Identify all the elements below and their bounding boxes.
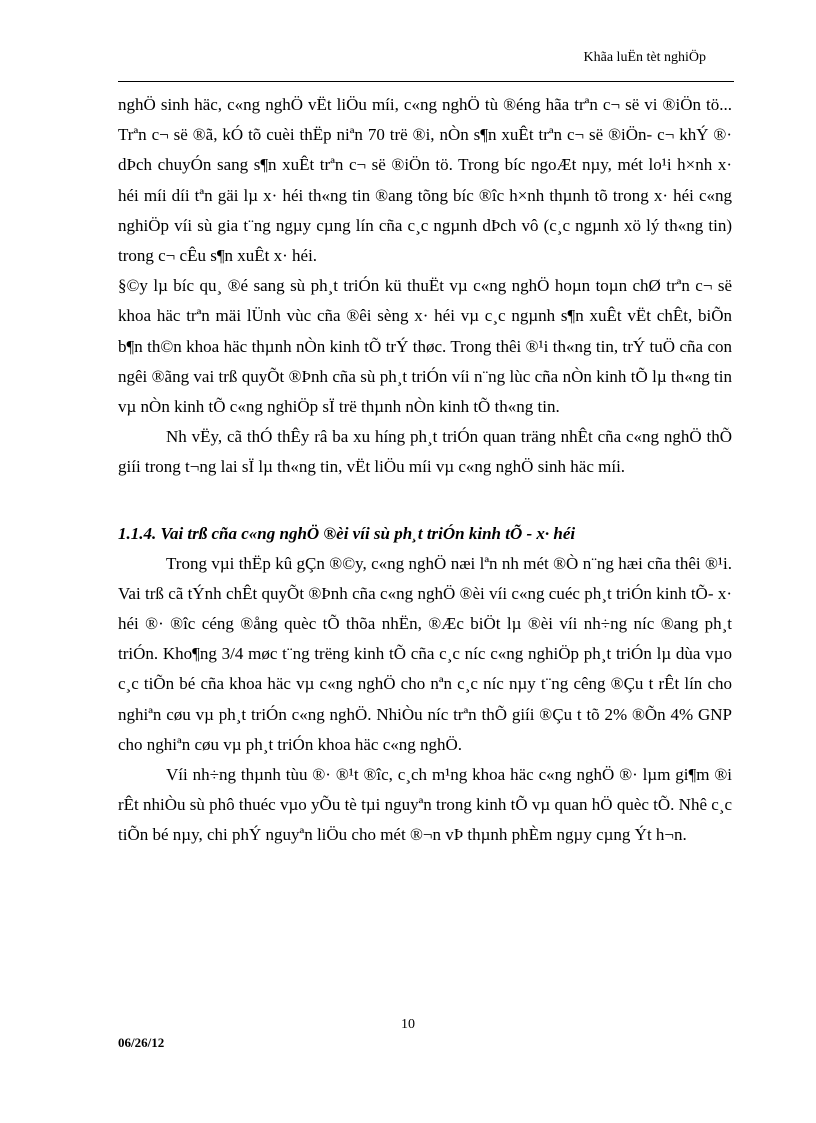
footer-date: 06/26/12 bbox=[118, 1035, 165, 1050]
paragraph-2: §©y lµ bíc qu¸ ®é sang sù ph¸t triÓn kü thuËt vµ c«ng nghÖ hoµn toµn chØ trªn c¬ së khoa häc trªn mäi lÜnh vùc cña ®êi sèng x· héi vµ c¸c ngµnh s¶n xuÊt vËt chÊt, biÕn b¶n th©n khoa häc thµnh nÒn kinh tÕ trÝ thøc. Trong thêi ®¹i th«ng tin, trÝ tuÖ cña con ngêi ®ãng vai trß quyÕt ®Þnh cña sù ph¸t triÓn víi n¨ng lùc cña nÒn kinh tÕ lµ th«ng tin vµ nÒn kinh tÕ c«ng nghiÖp sÏ trë thµnh nÒn kinh tÕ th«ng tin. bbox=[118, 276, 732, 417]
header-rule bbox=[118, 81, 734, 82]
paragraph-1: nghÖ sinh häc, c«ng nghÖ vËt liÖu míi, c«ng nghÖ tù ®éng hãa trªn c¬ së vi ®iÖn tö... Trªn c¬ së ®ã, kÓ tõ cuèi thËp niªn 70 trë ®i, nÒn s¶n xuÊt trªn c¬ së ®iÖn- c¬ khÝ ®· dÞch chuyÓn sang s¶n xuÊt trªn c¬ së ®iÖn tö. Trong bíc ngoÆt nµy, mét lo¹i h×nh x· héi míi díi tªn gäi lµ x· héi th«ng tin ®ang tõng bíc ®îc h×nh thµnh tõ trong x· héi c«ng nghiÖp víi sù gia t¨ng ngµy cµng lín cña c¸c ngµnh dÞch vô (c¸c ngµnh xö lý th«ng tin) trong c¬ cÊu s¶n xuÊt x· héi. bbox=[118, 95, 732, 266]
section-heading: 1.1.4. Vai trß cña c«ng nghÖ ®èi víi sù ph¸t triÓn kinh tÕ - x· héi bbox=[118, 523, 576, 543]
running-header: Khãa luËn tèt nghiÖp bbox=[583, 50, 706, 65]
page-number: 10 bbox=[401, 1017, 415, 1032]
paragraph-3: Nh vËy, cã thÓ thÊy râ ba xu híng ph¸t triÓn quan träng nhÊt cña c«ng nghÖ thÕ giíi trong t¬ng lai sÏ lµ th«ng tin, vËt liÖu míi vµ c«ng nghÖ sinh häc míi. bbox=[118, 427, 732, 477]
paragraph-5: Víi nh÷ng thµnh tùu ®· ®¹t ®îc, c¸ch m¹ng khoa häc c«ng nghÖ ®· lµm gi¶m ®i rÊt nhiÒu sù phô thuéc vµo yÕu tè tµi nguyªn trong kinh tÕ vµ quan hÖ quèc tÕ. Nhê c¸c tiÕn bé nµy, chi phÝ nguyªn liÖu cho mét ®¬n vÞ thµnh phÈm ngµy cµng Ýt h¬n. bbox=[118, 765, 732, 845]
paragraph-4: Trong vµi thËp kû gÇn ®©y, c«ng nghÖ næi lªn nh mét ®Ò n¨ng hæi cña thêi ®¹i. Vai trß cã tÝnh chÊt quyÕt ®Þnh cña c«ng nghÖ ®èi víi c«ng cuéc ph¸t triÓn kinh tÕ- x· héi ®· ®îc céng ®ång quèc tÕ thõa nhËn, ®Æc biÖt lµ ®èi víi nh÷ng níc ®ang ph¸t triÓn. Kho¶ng 3/4 møc t¨ng trëng kinh tÕ cña c¸c níc c«ng nghiÖp ph¸t triÓn lµ dùa vµo c¸c tiÕn bé cña khoa häc vµ c«ng nghÖ cho nªn c¸c níc nµy t¨ng cêng ®Çu t rÊt lín cho nghiªn cøu vµ ph¸t triÓn c«ng nghÖ. NhiÒu níc trªn thÕ giíi ®Çu t tõ 2% ®Õn 4% GNP cho nghiªn cøu vµ ph¸t triÓn khoa häc c«ng nghÖ. bbox=[118, 553, 732, 754]
page-body bbox=[118, 90, 732, 851]
